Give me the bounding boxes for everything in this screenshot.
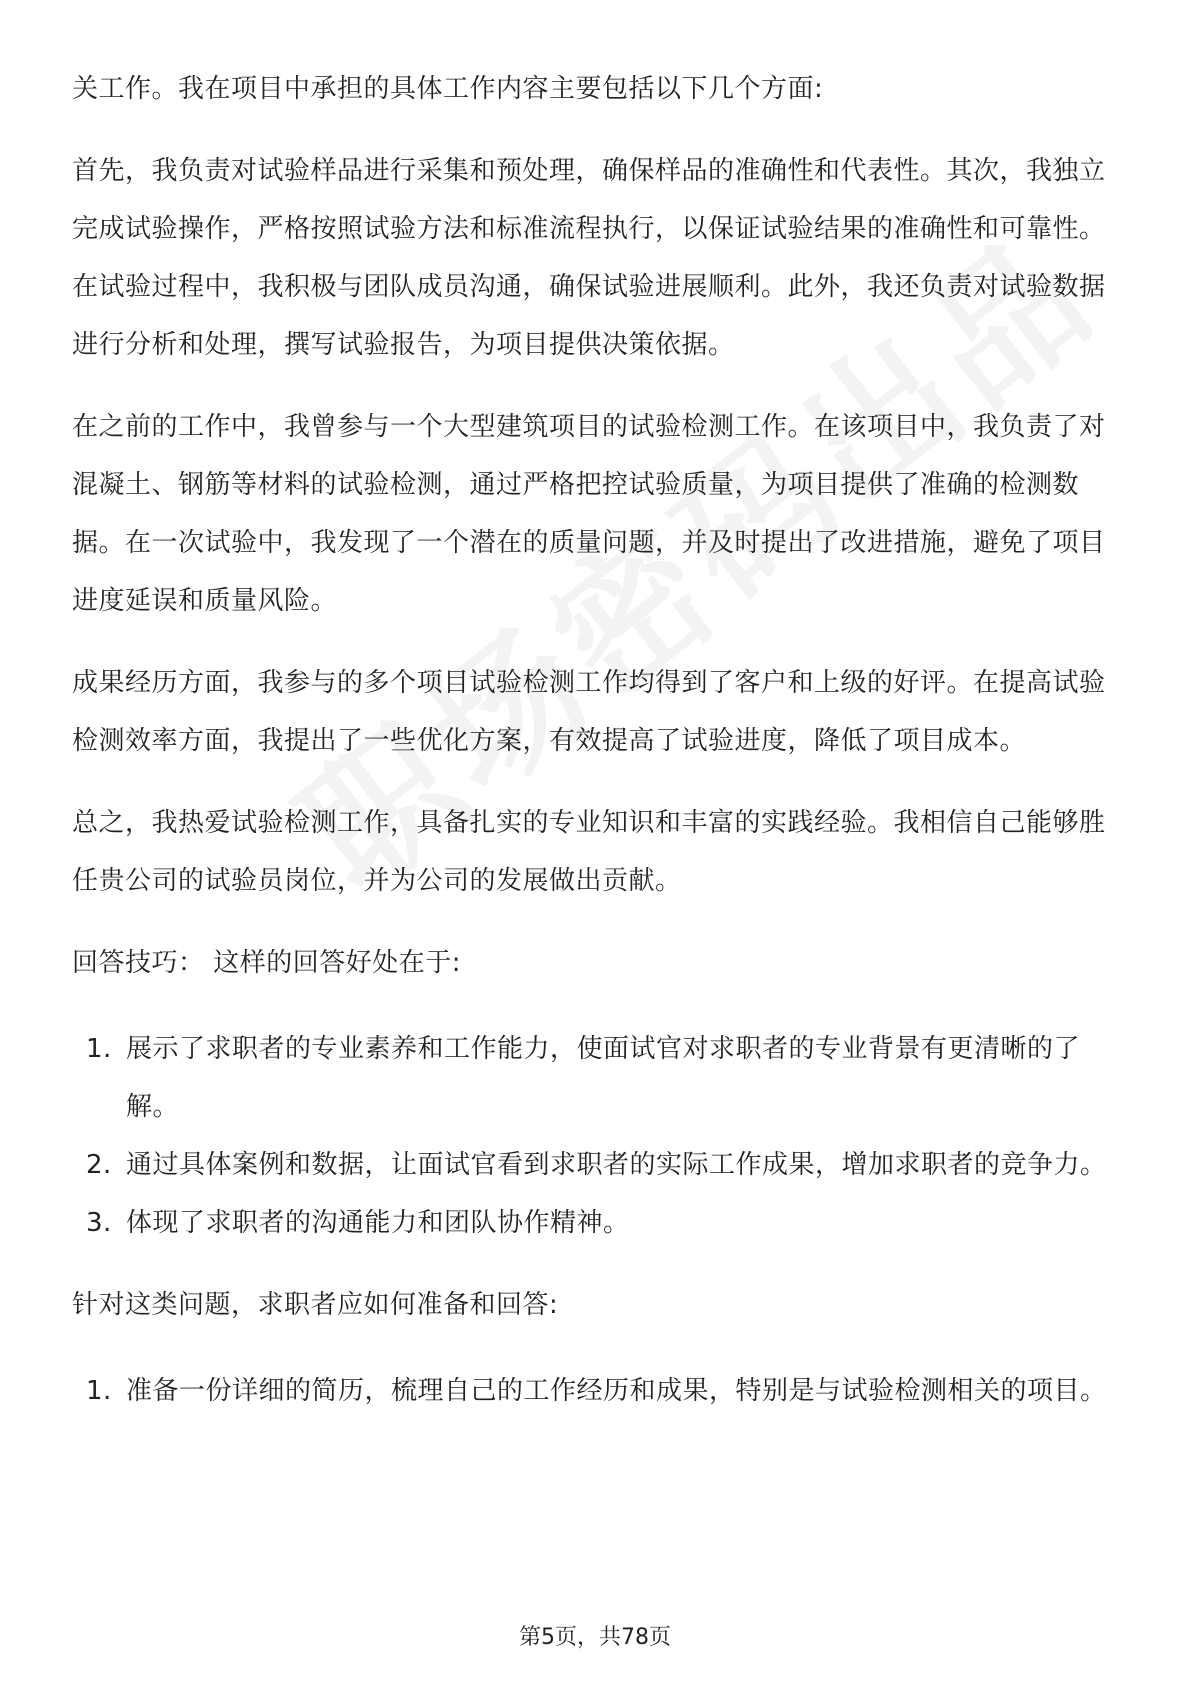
page-footer: 第5页，共78页 [519, 1625, 671, 1650]
list-item [72, 1136, 1112, 1194]
list-number: 2. [86, 1150, 112, 1180]
list-item-text: 通过具体案例和数据，让面试官看到求职者的实际工作成果，增加求职者的竞争力。 [126, 1150, 1107, 1180]
paragraph-summary: 总之，我热爱试验检测工作，具备扎实的专业知识和丰富的实践经验。我相信自己能够胜任贵公司的试验员岗位，并为公司的发展做出贡献。 [72, 808, 1106, 896]
paragraph-responsibilities: 首先，我负责对试验样品进行采集和预处理，确保样品的准确性和代表性。其次，我独立完成试验操作，严格按照试验方法和标准流程执行，以保证试验结果的准确性和可靠性。在试验过程中，我积极与团队成员沟通，确保试验进展顺利。此外，我还负责对试验数据进行分析和处理，撰写试验报告，为项目提供决策依据。 [72, 156, 1106, 360]
tips-heading: 回答技巧： 这样的回答好处在于: [72, 948, 462, 978]
paragraph-continuation: 关工作。我在项目中承担的具体工作内容主要包括以下几个方面: [72, 74, 824, 104]
paragraph-achievements: 成果经历方面，我参与的多个项目试验检测工作均得到了客户和上级的好评。在提高试验检测效率方面，我提出了一些优化方案，有效提高了试验进度，降低了项目成本。 [72, 668, 1106, 756]
list-item-text: 体现了求职者的沟通能力和团队协作精神。 [126, 1208, 630, 1238]
paragraph-experience: 在之前的工作中，我曾参与一个大型建筑项目的试验检测工作。在该项目中，我负责了对混凝土、钢筋等材料的试验检测，通过严格把控试验质量，为项目提供了准确的检测数据。在一次试验中，我发现了一个潜在的质量问题，并及时提出了改进措施，避免了项目进度延误和质量风险。 [72, 412, 1106, 616]
list-number: 1. [86, 1034, 112, 1064]
list-number: 3. [86, 1208, 112, 1238]
prep-list [72, 1362, 1112, 1420]
list-item [72, 1194, 1112, 1252]
list-item-text: 准备一份详细的简历，梳理自己的工作经历和成果，特别是与试验检测相关的项目。 [126, 1376, 1107, 1406]
list-item [72, 1020, 1112, 1136]
list-item-text: 展示了求职者的专业素养和工作能力，使面试官对求职者的专业背景有更清晰的了解。 [126, 1034, 1081, 1122]
tips-list [72, 1020, 1112, 1252]
prep-heading: 针对这类问题，求职者应如何准备和回答: [72, 1290, 559, 1320]
list-item [72, 1362, 1112, 1420]
document-body [72, 60, 1112, 1444]
list-number: 1. [86, 1376, 112, 1406]
